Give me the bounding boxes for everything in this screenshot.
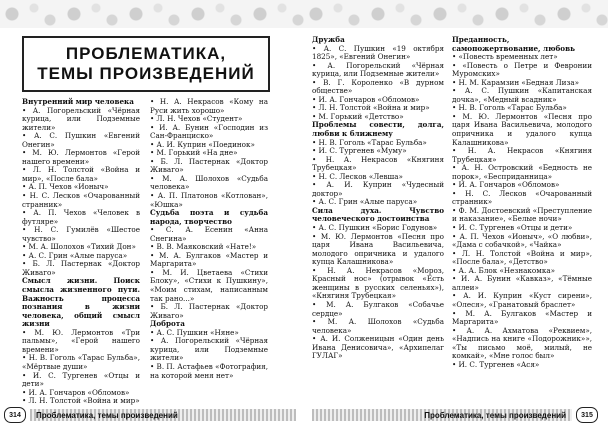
list-entry: • А. П. Платонов «Котлован», «Юшка» <box>150 191 268 209</box>
right-page <box>304 0 608 446</box>
list-entry: • Н. С. Лесков «Очарованный странник» <box>452 188 592 207</box>
list-entry: • А. Погорельский «Чёрная курица, или Подземные жители» <box>22 105 140 132</box>
page-number: 315 <box>576 407 598 423</box>
list-entry: • А. Погорельский «Чёрная курица, или Подземные жители» <box>312 60 444 79</box>
list-entry: • А. А. Ахматова «Реквием», «Надпись на книге «Подорожник»», «Ты письмо моё, милый, не комкай», «Мне голос был» <box>452 325 592 361</box>
list-entry: • А. П. Чехов «Человек в футляре» <box>22 208 140 226</box>
running-title: Проблематика, темы произведений <box>424 410 566 420</box>
list-entry: • «Повесть о Петре и Февронии Муромских» <box>452 60 592 79</box>
list-entry: • С. А. Есенин «Анна Снегина» <box>150 225 268 243</box>
list-entry: • А. С. Пушкин «Евгений Онегин» <box>22 131 140 149</box>
section-heading: Смысл жизни. Поиск смысла жизненного пути. Важность процесса познания в жизни человека, общий смысл жизни <box>22 276 140 329</box>
list-entry: • Н. В. Гоголь «Тарас Бульба» <box>452 103 567 113</box>
decorative-header <box>0 0 304 28</box>
list-entry: • А. С. Пушкин «Борис Годунов» <box>312 223 438 233</box>
list-entry: • Л. Н. Толстой «Война и мир» <box>312 103 430 113</box>
list-entry: • Н. А. Некрасов «Княгиня Трубецкая» <box>452 146 592 164</box>
section-heading: Преданность, самопожертвование, любовь <box>452 35 575 53</box>
list-entry: • М. Ю. Лермонтов «Герой нашего времени» <box>22 148 140 166</box>
list-entry: • В. Г. Короленко «В дурном обществе» <box>312 77 444 96</box>
list-entry: • И. С. Тургенев «Муму» <box>312 146 407 156</box>
list-entry: • А. Погорельский «Чёрная курица, или Подземные жители» <box>150 336 268 363</box>
list-entry: • «Повесть временных лет» <box>452 52 558 62</box>
list-entry: • Ф. М. Достоевский «Преступление и наказание», «Белые ночи» <box>452 205 592 224</box>
list-entry: • Л. Н. Толстой «Война и мир» <box>22 396 140 406</box>
list-entry: • А. С. Пушкин «Няне» <box>150 327 239 337</box>
list-entry: • А. С. Пушкин «Капитанская дочка», «Медный всадник» <box>452 86 592 104</box>
running-title: Проблематика, темы произведений <box>36 410 178 420</box>
list-entry: • И. С. Тургенев «Отцы и дети» <box>22 370 140 389</box>
footer-stripe <box>30 409 296 421</box>
list-entry: • М. А. Булгаков «Мастер и Маргарита» <box>150 250 268 269</box>
list-entry: • И. А. Бунин «Кавказ», «Тёмные аллеи» <box>452 274 592 292</box>
list-entry: • М. Ю. Лермонтов «Три пальмы», «Герой нашего времени» <box>22 327 140 354</box>
list-entry: • А. И. Куприн «Чудесный доктор» <box>312 180 444 198</box>
list-entry: • М. А. Шолохов «Тихий Дон» <box>22 242 136 252</box>
list-entry: • Н. С. Гумилёв «Шестое чувство» <box>22 225 140 243</box>
page-number: 314 <box>4 407 26 423</box>
list-entry: • Л. Н. Чехов «Студент» <box>150 114 243 124</box>
list-entry: • М. А. Булгаков «Мастер и Маргарита» <box>452 308 592 327</box>
section-heading: Доброта <box>150 319 185 329</box>
list-entry: • А. П. Чехов «Ионыч» <box>22 182 109 192</box>
section-heading: Судьба поэта и судьба народа, творчество <box>150 208 268 226</box>
footer-stripe <box>312 409 572 421</box>
list-entry: • Л. Н. Толстой «Война и мир», «После бала» <box>22 165 140 183</box>
chapter-title-line-2: ТЕМЫ ПРОИЗВЕДЕНИЙ <box>37 64 255 83</box>
list-entry: • Л. Н. Толстой «Война и мир», «После бала», «Детство» <box>452 248 592 267</box>
list-entry: • М. Горький «На дне» <box>150 148 238 158</box>
list-entry: • В. П. Астафьев «Фотография, на которой меня нет» <box>150 361 268 380</box>
list-entry: • М. Ю. Лермонтов «Песня про царя Ивана Васильевича, молодого опричника и удалого купца Калашникова» <box>452 111 592 147</box>
page-footer-right <box>308 406 598 424</box>
list-entry: • А. С. Пушкин «19 октября 1825», «Евгений Онегин» <box>312 43 444 62</box>
section-heading: Внутренний мир человека <box>22 97 134 106</box>
list-entry: • М. Ю. Лермонтов «Песня про царя Ивана Васильевича, молодого опричника и удалого купца Калашникова» <box>312 231 444 267</box>
decorative-header <box>304 0 608 28</box>
text-column-1 <box>22 97 140 406</box>
list-entry: • А. П. Чехов «Ионыч», «О любви», «Дама с собачкой», «Чайка» <box>452 231 592 250</box>
list-entry: • И. А. Гончаров «Обломов» <box>22 387 130 397</box>
list-entry: • Б. Л. Пастернак «Доктор Живаго» <box>150 302 268 320</box>
list-entry: • Н. М. Карамзин «Бедная Лиза» <box>452 77 580 87</box>
list-entry: • Н. А. Некрасов «Мороз, Красный нос» (отрывок «Есть женщины в русских селеньях»), «Княгиня Трубецкая» <box>312 265 444 301</box>
list-entry: • И. С. Тургенев «Отцы и дети» <box>452 223 573 233</box>
list-entry: • М. И. Цветаева «Стихи Блоку», «Стихи к Пушкину», «Моим стихам, написанным так рано...» <box>150 267 268 303</box>
section-heading: Проблемы совести, долга, любви к ближнему <box>312 120 444 139</box>
list-entry: • И. А. Гончаров «Обломов» <box>452 180 560 190</box>
list-entry: • Б. Л. Пастернак «Доктор Живаго» <box>150 156 268 175</box>
page-footer-left <box>4 406 300 424</box>
list-entry: • И. А. Гончаров «Обломов» <box>312 94 420 104</box>
list-entry: • В. В. Маяковский «Нате!» <box>150 242 257 252</box>
list-entry: • Н. В. Гоголь «Тарас Бульба», «Мёртвые души» <box>22 353 140 371</box>
list-entry: • Н. С. Лесков «Очарованный странник» <box>22 191 140 209</box>
list-entry: • Б. Л. Пастернак «Доктор Живаго» <box>22 259 140 277</box>
list-entry: • Н. А. Некрасов «Княгиня Трубецкая» <box>312 154 444 173</box>
section-heading: Сила духа. Чувство человеческого достоинства <box>312 205 444 224</box>
list-entry: • А. А. Блок «Незнакомка» <box>452 265 556 275</box>
text-column-3 <box>312 36 444 398</box>
list-entry: • М. А. Шолохов «Судьба человека» <box>312 317 444 335</box>
list-entry: • А. Н. Островский «Бедность не порок», «Бесприданница» <box>452 163 592 181</box>
list-entry: • И. А. Бунин «Господин из Сан-Франциско» <box>150 122 268 141</box>
chapter-title-line-1: ПРОБЛЕМАТИКА, <box>65 44 227 63</box>
section-heading: Дружба <box>312 35 345 44</box>
list-entry: • А. С. Грин «Алые паруса» <box>312 197 418 207</box>
list-entry: • М. А. Булгаков «Собачье сердце» <box>312 299 444 318</box>
list-entry: • А. И. Куприн «Куст сирени», «Олеся», «Гранатовый браслет» <box>452 291 592 309</box>
list-entry: • Н. В. Гоголь «Тарас Бульба» <box>312 137 427 147</box>
text-column-4 <box>452 36 592 398</box>
list-entry: • А. И. Куприн «Поединок» <box>150 139 255 149</box>
list-entry: • М. Горький «Детство» <box>312 111 404 121</box>
text-column-2 <box>150 98 268 398</box>
list-entry: • А. С. Грин «Алые паруса» <box>22 250 128 260</box>
list-entry: • М. А. Шолохов «Судьба человека» <box>150 173 268 192</box>
chapter-title-box <box>22 36 270 92</box>
list-entry: • Н. А. Некрасов «Кому на Руси жить хорошо» <box>150 97 268 115</box>
list-entry: • Н. С. Лесков «Левша» <box>312 171 403 181</box>
list-entry: • И. С. Тургенев «Ася» <box>452 359 540 369</box>
list-entry: • А. И. Солженицын «Один день Ивана Денисовича», «Архипелаг ГУЛАГ» <box>312 334 444 361</box>
